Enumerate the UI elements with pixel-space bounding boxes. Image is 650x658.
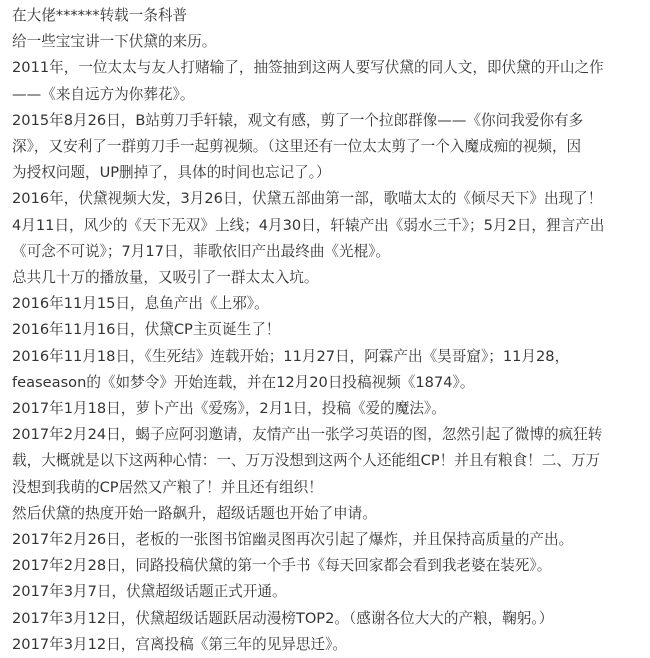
text-line: 深》，又安利了一群剪刀手一起剪视频。（这里还有一位太太剪了一个入魔成痴的视频，因: [12, 138, 582, 156]
text-line: 2017年3月7日，伏黛超级话题正式开通。: [12, 583, 287, 601]
text-line: 4月11日，风少的《天下无双》上线；4月30日，轩辕产出《弱水三千》；5月2日，狸言产出: [12, 216, 605, 234]
text-line: 2017年2月24日，蝎子应阿羽邀请，友情产出一张学习英语的图，忽然引起了微博的疯狂转: [12, 426, 603, 444]
text-line: 2017年2月26日，老板的一张图书馆幽灵图再次引起了爆炸，并且保持高质量的产出。: [12, 531, 574, 549]
text-line: 2017年2月28日，同路投稿伏黛的第一个手书《每天回家都会看到我老婆在装死》。: [12, 557, 552, 575]
post-header-line: 在大佬******转载一条科普: [12, 7, 188, 24]
text-line: 为授权问题，UP删掉了，具体的时间也忘记了。）: [12, 164, 331, 182]
text-line: 2016年，伏黛视频大发，3月26日，伏黛五部曲第一部，歌喵太太的《倾尽天下》出现了！: [12, 190, 603, 208]
text-line: 2016年11月15日，息鱼产出《上邪》。: [12, 295, 269, 313]
text-line: 2017年3月12日，宫离投稿《第三年的见异思迁》。: [12, 635, 347, 653]
text-line: 2017年3月12日，伏黛超级话题跃居动漫榜TOP2。（感谢各位大大的产粮，鞠躬。）: [12, 609, 554, 627]
text-line: 然后伏黛的热度开始一路飙升，超级话题也开始了申请。: [12, 504, 377, 522]
text-line: 2015年8月26日，B站剪刀手轩辕，观文有感，剪了一个拉郎群像——《你问我爱你有多: [12, 111, 584, 129]
text-line: 《可念不可说》；7月17日，菲歌依旧产出最终曲《光棍》。: [12, 242, 391, 260]
text-line: ——《来自远方为你葬花》。: [12, 85, 195, 103]
text-line: 总共几十万的播放量，又吸引了一群太太入坑。: [12, 269, 319, 287]
text-line: feaseason的《如梦令》开始连载，并在12月20日投稿视频《1874》。: [12, 373, 475, 391]
text-line: 载，大概就是以下这两种心情：一、万万没想到这两个人还能组CP！并且有粮食！二、万万: [12, 452, 601, 470]
text-line: 2011年，一位太太与友人打赌输了，抽签抽到这两人要写伏黛的同人文，即伏黛的开山之作: [12, 59, 604, 77]
text-line: 2017年1月18日，萝卜产出《爱殇》，2月1日，投稿《爱的魔法》。: [12, 400, 446, 418]
text-line: 2016年11月18日，《生死结》连载开始；11月27日，阿霖产出《昊哥窟》；11月28，: [12, 347, 570, 365]
text-line: 2016年11月16日，伏黛CP主页诞生了！: [12, 321, 281, 339]
intro-line: 给一些宝宝讲一下伏黛的来历。: [12, 33, 217, 51]
text-line: 没想到我萌的CP居然又产粮了！并且还有组织！: [12, 478, 323, 496]
